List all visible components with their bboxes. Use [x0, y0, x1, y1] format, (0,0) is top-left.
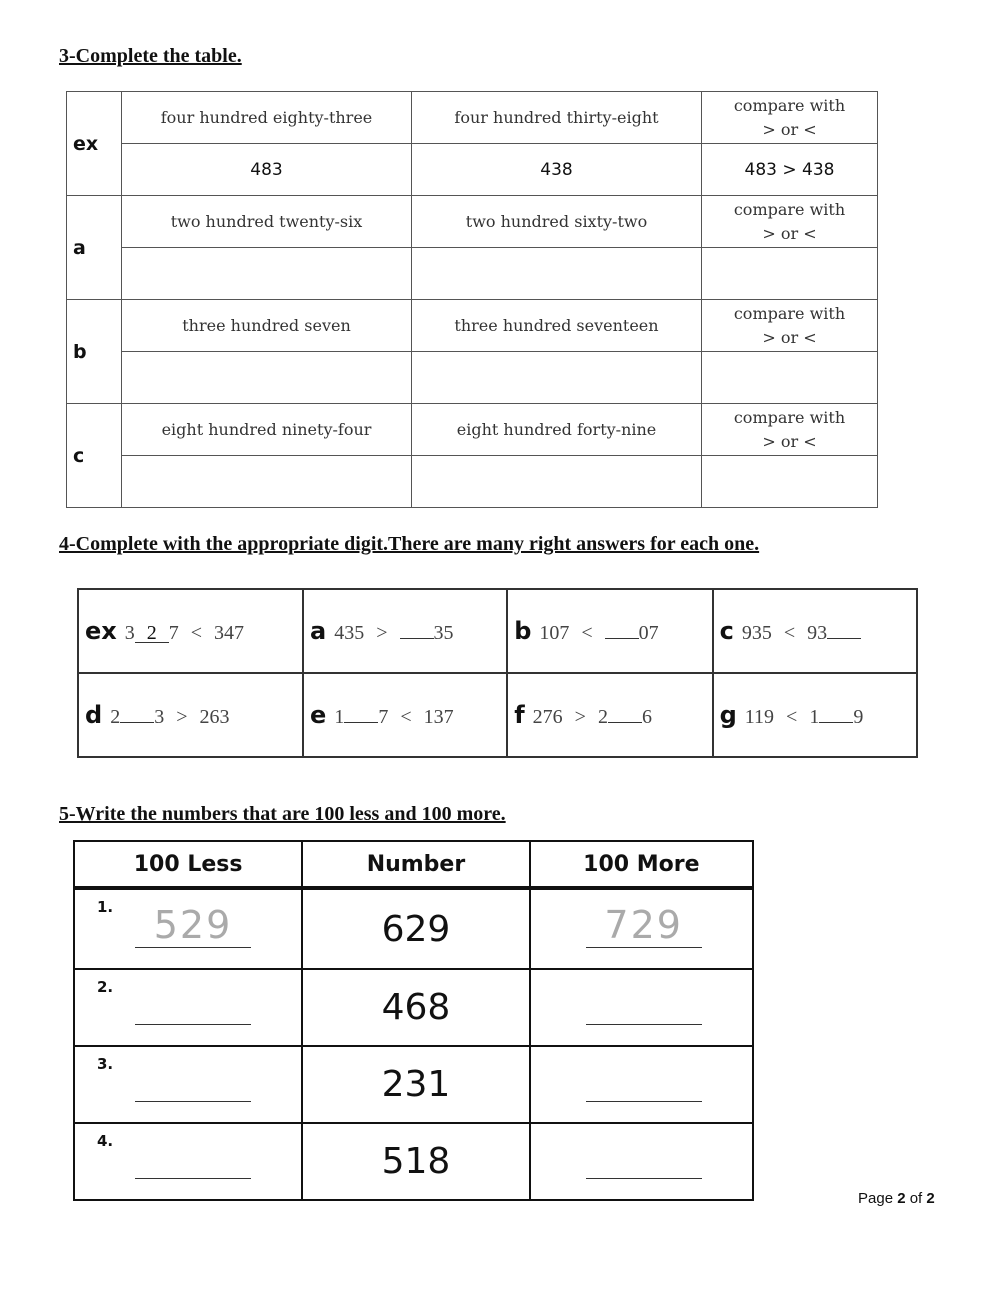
lhs-prefix: 107: [539, 622, 570, 644]
compare-line2: > or <: [762, 431, 817, 451]
comparison-operator: <: [190, 622, 203, 644]
compare-line1: compare with: [733, 303, 846, 323]
rhs-suffix: 6: [641, 706, 652, 728]
cell-label: a: [310, 617, 327, 645]
table-row-numbers: [67, 352, 878, 404]
section4-heading: 4-Complete with the appropriate digit.There are many right answers for each one.: [59, 533, 760, 555]
table-row: [74, 888, 753, 969]
table-row: [78, 589, 917, 673]
comparison-operator: <: [400, 706, 412, 728]
rhs-prefix: 1: [809, 706, 820, 728]
less-cell: [74, 1123, 302, 1200]
second-num-input[interactable]: [417, 356, 696, 399]
comparison-input[interactable]: [704, 460, 874, 503]
rhs-suffix: 07: [638, 622, 659, 644]
more-answer[interactable]: [586, 1057, 702, 1102]
first-number-words: two hundred twenty-six: [122, 196, 412, 248]
cell-label: ex: [85, 617, 117, 645]
lhs-suffix: 3: [154, 706, 165, 728]
row-label: c: [67, 404, 122, 508]
compare-instruction: [702, 404, 878, 456]
compare-instruction: [702, 92, 878, 144]
section5-heading: 5-Write the numbers that are 100 less and 100 more.: [59, 803, 506, 825]
rhs-digit-blank[interactable]: [819, 704, 853, 723]
lhs-prefix: 119: [744, 706, 775, 728]
more-answer[interactable]: [586, 1134, 702, 1179]
digit-cell-c: [713, 589, 917, 673]
lhs-prefix: 3: [124, 622, 135, 644]
number-value: 629: [302, 888, 529, 969]
second-number-words: four hundred thirty-eight: [412, 92, 702, 144]
page-total: 2: [926, 1190, 935, 1207]
less-answer: 529: [135, 903, 251, 948]
second-num-cell[interactable]: [412, 248, 702, 300]
lhs-digit-blank[interactable]: [344, 704, 378, 723]
lhs-prefix: 276: [532, 706, 563, 728]
compare-line1: compare with: [733, 199, 846, 219]
example-second-num: 438: [412, 144, 702, 196]
first-number-words: eight hundred ninety-four: [122, 404, 412, 456]
compare-line1: compare with: [733, 407, 846, 427]
comparison-operator: <: [786, 706, 798, 728]
comparison-operator: <: [581, 622, 593, 644]
more-answer: 729: [586, 903, 702, 948]
digit-cell-d: [78, 673, 303, 757]
table-row-words: [67, 92, 878, 144]
more-cell: [530, 1046, 753, 1123]
rhs-prefix: 137: [423, 706, 454, 728]
less-cell: [74, 1046, 302, 1123]
first-number-words: four hundred eighty-three: [122, 92, 412, 144]
example-first-num: 483: [122, 144, 412, 196]
page-number: [858, 1190, 935, 1207]
comparison-operator: >: [574, 706, 586, 728]
less-cell: [74, 969, 302, 1046]
digit-cell-b: [507, 589, 712, 673]
less-cell: [74, 888, 302, 969]
more-cell: [530, 1123, 753, 1200]
comparison-operator: >: [376, 622, 388, 644]
first-num-cell[interactable]: [122, 352, 412, 404]
table-row-words: [67, 196, 878, 248]
second-num-cell[interactable]: [412, 456, 702, 508]
second-number-words: three hundred seventeen: [412, 300, 702, 352]
rhs-prefix: 2: [597, 706, 608, 728]
second-num-input[interactable]: [417, 252, 696, 295]
page-of: of: [905, 1190, 927, 1207]
lhs-digit-blank[interactable]: [120, 704, 154, 723]
digit-cell-a: [303, 589, 507, 673]
rhs-suffix: 35: [433, 622, 454, 644]
comparison-input[interactable]: [704, 356, 874, 399]
lhs-prefix: 2: [110, 706, 121, 728]
table-row-words: [67, 300, 878, 352]
lhs-prefix: 935: [741, 622, 772, 644]
less-answer[interactable]: [135, 1057, 251, 1102]
lhs-suffix: 7: [378, 706, 389, 728]
comparison-cell[interactable]: [702, 248, 878, 300]
comparison-cell[interactable]: [702, 352, 878, 404]
first-number-words: three hundred seven: [122, 300, 412, 352]
second-number-words: two hundred sixty-two: [412, 196, 702, 248]
comparison-operator: >: [176, 706, 188, 728]
comparison-operator: <: [783, 622, 796, 644]
compare-line2: > or <: [762, 223, 817, 243]
first-num-input[interactable]: [127, 252, 406, 295]
table-row: [74, 969, 753, 1046]
first-num-cell[interactable]: [122, 456, 412, 508]
header-100-less: 100 Less: [74, 841, 302, 888]
cell-label: c: [719, 617, 734, 645]
cell-label: f: [514, 701, 525, 729]
compare-line1: compare with: [733, 95, 846, 115]
cell-label: e: [310, 701, 327, 729]
table-row-numbers: [67, 456, 878, 508]
example-comparison: 483 > 438: [702, 144, 878, 196]
second-num-cell[interactable]: [412, 352, 702, 404]
second-number-words: eight hundred forty-nine: [412, 404, 702, 456]
first-num-input[interactable]: [127, 460, 406, 503]
row-index: 2.: [97, 978, 114, 996]
header-number: Number: [302, 841, 529, 888]
second-num-input[interactable]: [417, 460, 696, 503]
row-label: a: [67, 196, 122, 300]
compare-words-table: [66, 91, 878, 508]
digit-cell-g: [713, 673, 917, 757]
digit-cell-e: [303, 673, 507, 757]
header-100-more: 100 More: [530, 841, 753, 888]
more-answer[interactable]: [586, 980, 702, 1025]
hundred-less-more-table: [73, 840, 754, 1201]
row-index: 3.: [97, 1055, 114, 1073]
number-value: 468: [302, 969, 529, 1046]
first-num-cell[interactable]: [122, 248, 412, 300]
page-current: 2: [897, 1190, 906, 1207]
table-row: [78, 673, 917, 757]
comparison-cell[interactable]: [702, 456, 878, 508]
compare-line2: > or <: [762, 119, 817, 139]
section3-heading: 3-Complete the table.: [59, 45, 242, 67]
lhs-digit-blank: 2: [135, 624, 169, 643]
comparison-input[interactable]: [704, 252, 874, 295]
rhs-digit-blank[interactable]: [608, 704, 642, 723]
table-row: [74, 1123, 753, 1200]
row-index: 1.: [97, 898, 114, 916]
number-value: 518: [302, 1123, 529, 1200]
row-index: 4.: [97, 1132, 114, 1150]
lhs-suffix: 7: [168, 622, 179, 644]
rhs-digit-blank[interactable]: [605, 620, 639, 639]
row-label: b: [67, 300, 122, 404]
lhs-prefix: 435: [334, 622, 365, 644]
table-row-words: [67, 404, 878, 456]
rhs-suffix: 9: [853, 706, 864, 728]
page-prefix: Page: [858, 1190, 898, 1207]
cell-label: d: [85, 701, 103, 729]
row-label: ex: [67, 92, 122, 196]
table-row-numbers: [67, 248, 878, 300]
cell-label: b: [514, 617, 532, 645]
compare-instruction: [702, 300, 878, 352]
number-value: 231: [302, 1046, 529, 1123]
rhs-prefix: 347: [214, 622, 245, 644]
compare-instruction: [702, 196, 878, 248]
rhs-digit-blank[interactable]: [400, 620, 434, 639]
cell-label: g: [719, 701, 737, 729]
table-row: [74, 1046, 753, 1123]
less-answer[interactable]: [135, 980, 251, 1025]
rhs-digit-blank[interactable]: [827, 620, 861, 639]
digit-cell-ex: [78, 589, 303, 673]
digit-compare-table: [77, 588, 918, 758]
compare-line2: > or <: [762, 327, 817, 347]
more-cell: [530, 969, 753, 1046]
less-answer[interactable]: [135, 1134, 251, 1179]
digit-cell-f: [507, 673, 712, 757]
more-cell: [530, 888, 753, 969]
lhs-prefix: 1: [334, 706, 345, 728]
table-row-numbers: [67, 144, 878, 196]
rhs-prefix: 263: [199, 706, 230, 728]
first-num-input[interactable]: [127, 356, 406, 399]
rhs-prefix: 93: [807, 622, 828, 644]
